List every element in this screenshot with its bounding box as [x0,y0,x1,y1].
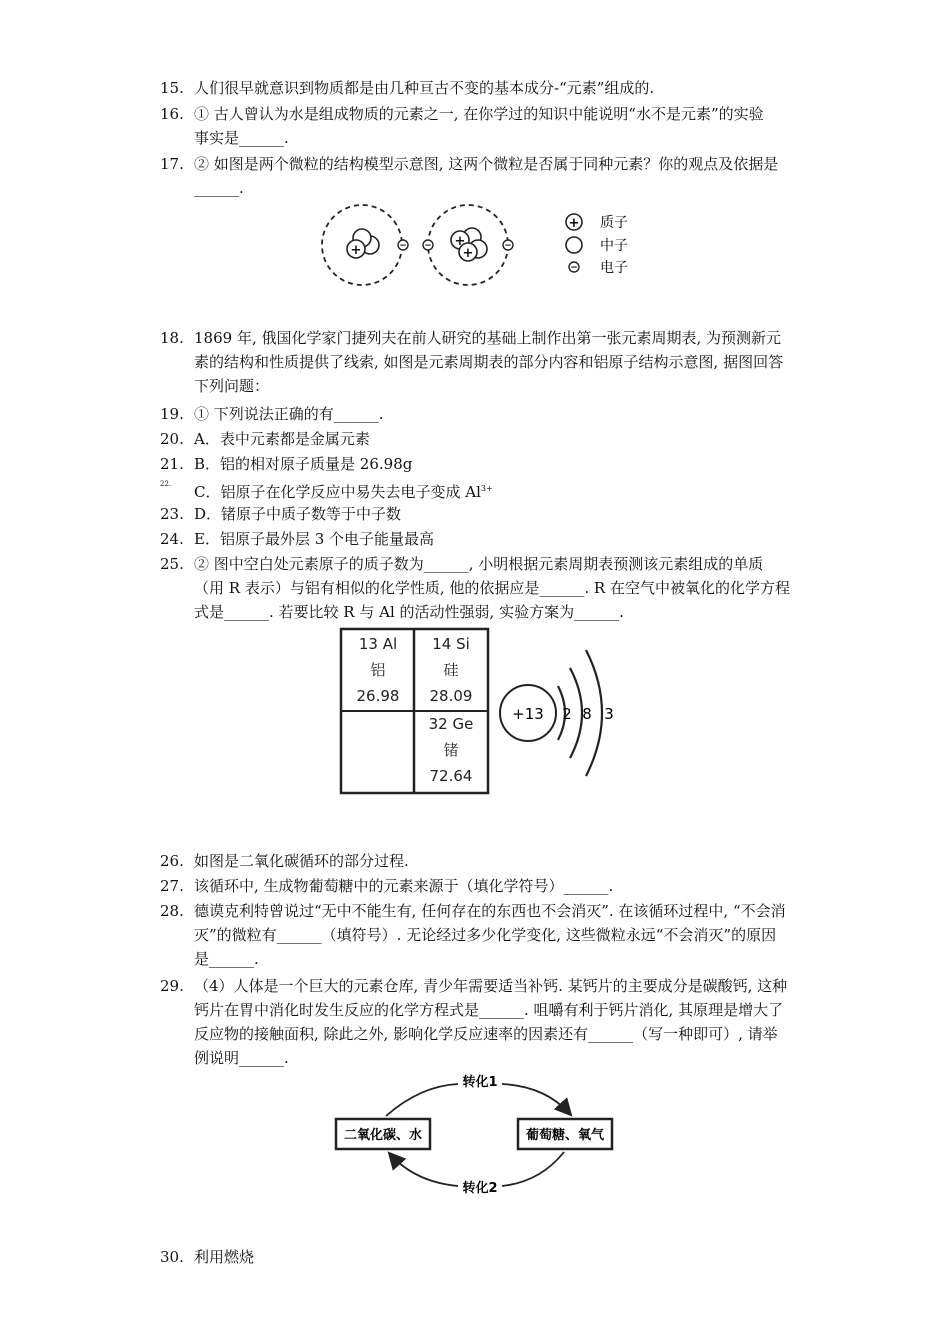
conversion-2-arrow [390,1154,458,1186]
electron-minus-sign: − [399,241,407,251]
question-number: 27. [160,877,184,895]
question-30 [160,1245,800,1269]
legend-neutron-label: 中子 [600,238,628,254]
option-e [160,527,800,551]
option-text: A．表中元素都是金属元素 [194,430,370,448]
option-c [160,477,800,504]
question-16 [160,102,800,150]
question-28 [160,899,800,971]
legend-proton-icon: + [568,216,580,231]
question-number: 16. [160,105,184,123]
al-nucleus-charge: +13 [512,705,544,723]
question-number: 23. [160,505,184,523]
question-text: 该循环中, 生成物葡萄糖中的元素来源于（填化学符号）______. [194,877,614,895]
question-number: 26. [160,852,184,870]
proton-plus-sign: + [454,234,466,249]
cycle-arc [386,1084,458,1116]
question-number: 24. [160,530,184,548]
ge-name: 锗 [443,741,459,759]
question-text: 利用燃烧 [194,1248,255,1266]
proton-plus-sign: + [350,243,362,258]
particle-model-figure [318,200,648,292]
question-text: ② 如图是两个微粒的结构模型示意图, 这两个微粒是否属于同种元素？你的观点及依据是______. [194,155,779,197]
question-text: 如图是二氧化碳循环的部分过程. [194,852,409,870]
electron-minus-sign: − [424,241,432,251]
option-text: B．铝的相对原子质量是 26.98g [194,455,413,473]
question-25 [160,552,800,624]
question-number: 17. [160,155,184,173]
al-name: 铝 [370,661,386,679]
question-number: 25. [160,555,184,573]
question-number: 21. [160,455,184,473]
ion-charge: 3+ [480,484,493,493]
periodic-table-figure [338,626,638,798]
question-19 [160,402,800,426]
option-text: D．锗原子中质子数等于中子数 [194,505,402,523]
al-mass: 26.98 [356,687,400,705]
conversion-2-label: 转化2 [462,1181,498,1196]
question-text: 1869 年, 俄国化学家门捷列夫在前人研究的基础上制作出第一张元素周期表, 为预测新元素的结构和性质提供了线索, 如图是元素周期表的部分内容和铝原子结构示意图, 据图回答下列问题： [194,329,784,395]
proton-plus-sign: + [462,246,474,261]
question-text: 人们很早就意识到物质都是由几种亘古不变的基本成分-“元素”组成的. [194,79,655,97]
ge-number-symbol: 32 Ge [428,715,474,733]
option-a [160,427,800,451]
cycle-arc [502,1152,564,1186]
question-26 [160,849,800,873]
question-number: 22. [160,480,172,488]
question-text: （4）人体是一个巨大的元素仓库, 青少年需要适当补钙. 某钙片的主要成分是碳酸钙, 这种钙片在胃中消化时发生反应的化学方程式是______. 咀嚼有利于钙片消化, 其原理是增大了反应物的接触面积, 除此之外, 影响化学反应速率的因素还有______（写一种即可）, 请举例说明______. [194,977,788,1067]
al-number-symbol: 13 Al [358,635,398,653]
question-number: 28. [160,902,184,920]
question-text: ① 下列说法正确的有______. [194,405,384,423]
option-d [160,502,800,526]
question-17 [160,152,800,200]
si-mass: 28.09 [429,687,473,705]
question-number: 29. [160,977,184,995]
si-number-symbol: 14 Si [432,635,470,653]
question-text: ① 古人曾认为水是组成物质的元素之一, 在你学过的知识中能说明“水不是元素”的实验事实是______. [194,105,764,147]
question-number: 18. [160,329,184,347]
al-shell-3: 3 [604,705,614,723]
legend-proton-label: 质子 [600,215,628,231]
question-27 [160,874,800,898]
legend-electron-label: 电子 [600,260,628,276]
option-b [160,452,800,476]
question-29 [160,974,800,1070]
question-number: 30. [160,1248,184,1266]
question-18 [160,326,800,398]
si-name: 硅 [443,661,459,679]
question-number: 20. [160,430,184,448]
option-text: E．铝原子最外层 3 个电子能量最高 [194,530,435,548]
legend-neutron-icon [566,237,582,253]
electron-minus-sign: − [504,241,512,251]
question-number: 19. [160,405,184,423]
ge-mass: 72.64 [429,767,473,785]
question-text: 德谟克利特曾说过“无中不能生有, 任何存在的东西也不会消灭”. 在该循环过程中, “不会消灭”的微粒有______（填符号）. 无论经过多少化学变化, 这些微粒永远“不会消灭”的原因是______. [194,902,786,968]
glucose-oxygen-label: 葡萄糖、氧气 [525,1128,605,1143]
question-number: 15. [160,79,184,97]
question-15 [160,76,800,100]
co2-cycle-figure [330,1072,630,1202]
legend-electron-icon: − [570,263,578,273]
co2-water-label: 二氧化碳、水 [343,1128,423,1143]
question-text: ② 图中空白处元素原子的质子数为______, 小明根据元素周期表预测该元素组成的单质（用 R 表示）与铝有相似的化学性质, 他的依据应是______. R 在空气中被氧化的化学方程式是______. 若要比较 R 与 Al 的活动性强弱, 实验方案为______. [194,555,790,621]
conversion-1-arrow [502,1084,570,1114]
al-shell-2: 8 [582,705,592,723]
al-shell-1: 2 [562,705,572,723]
conversion-1-label: 转化1 [462,1075,498,1090]
option-text: C．铝原子在化学反应中易失去电子变成 Al [194,483,481,501]
